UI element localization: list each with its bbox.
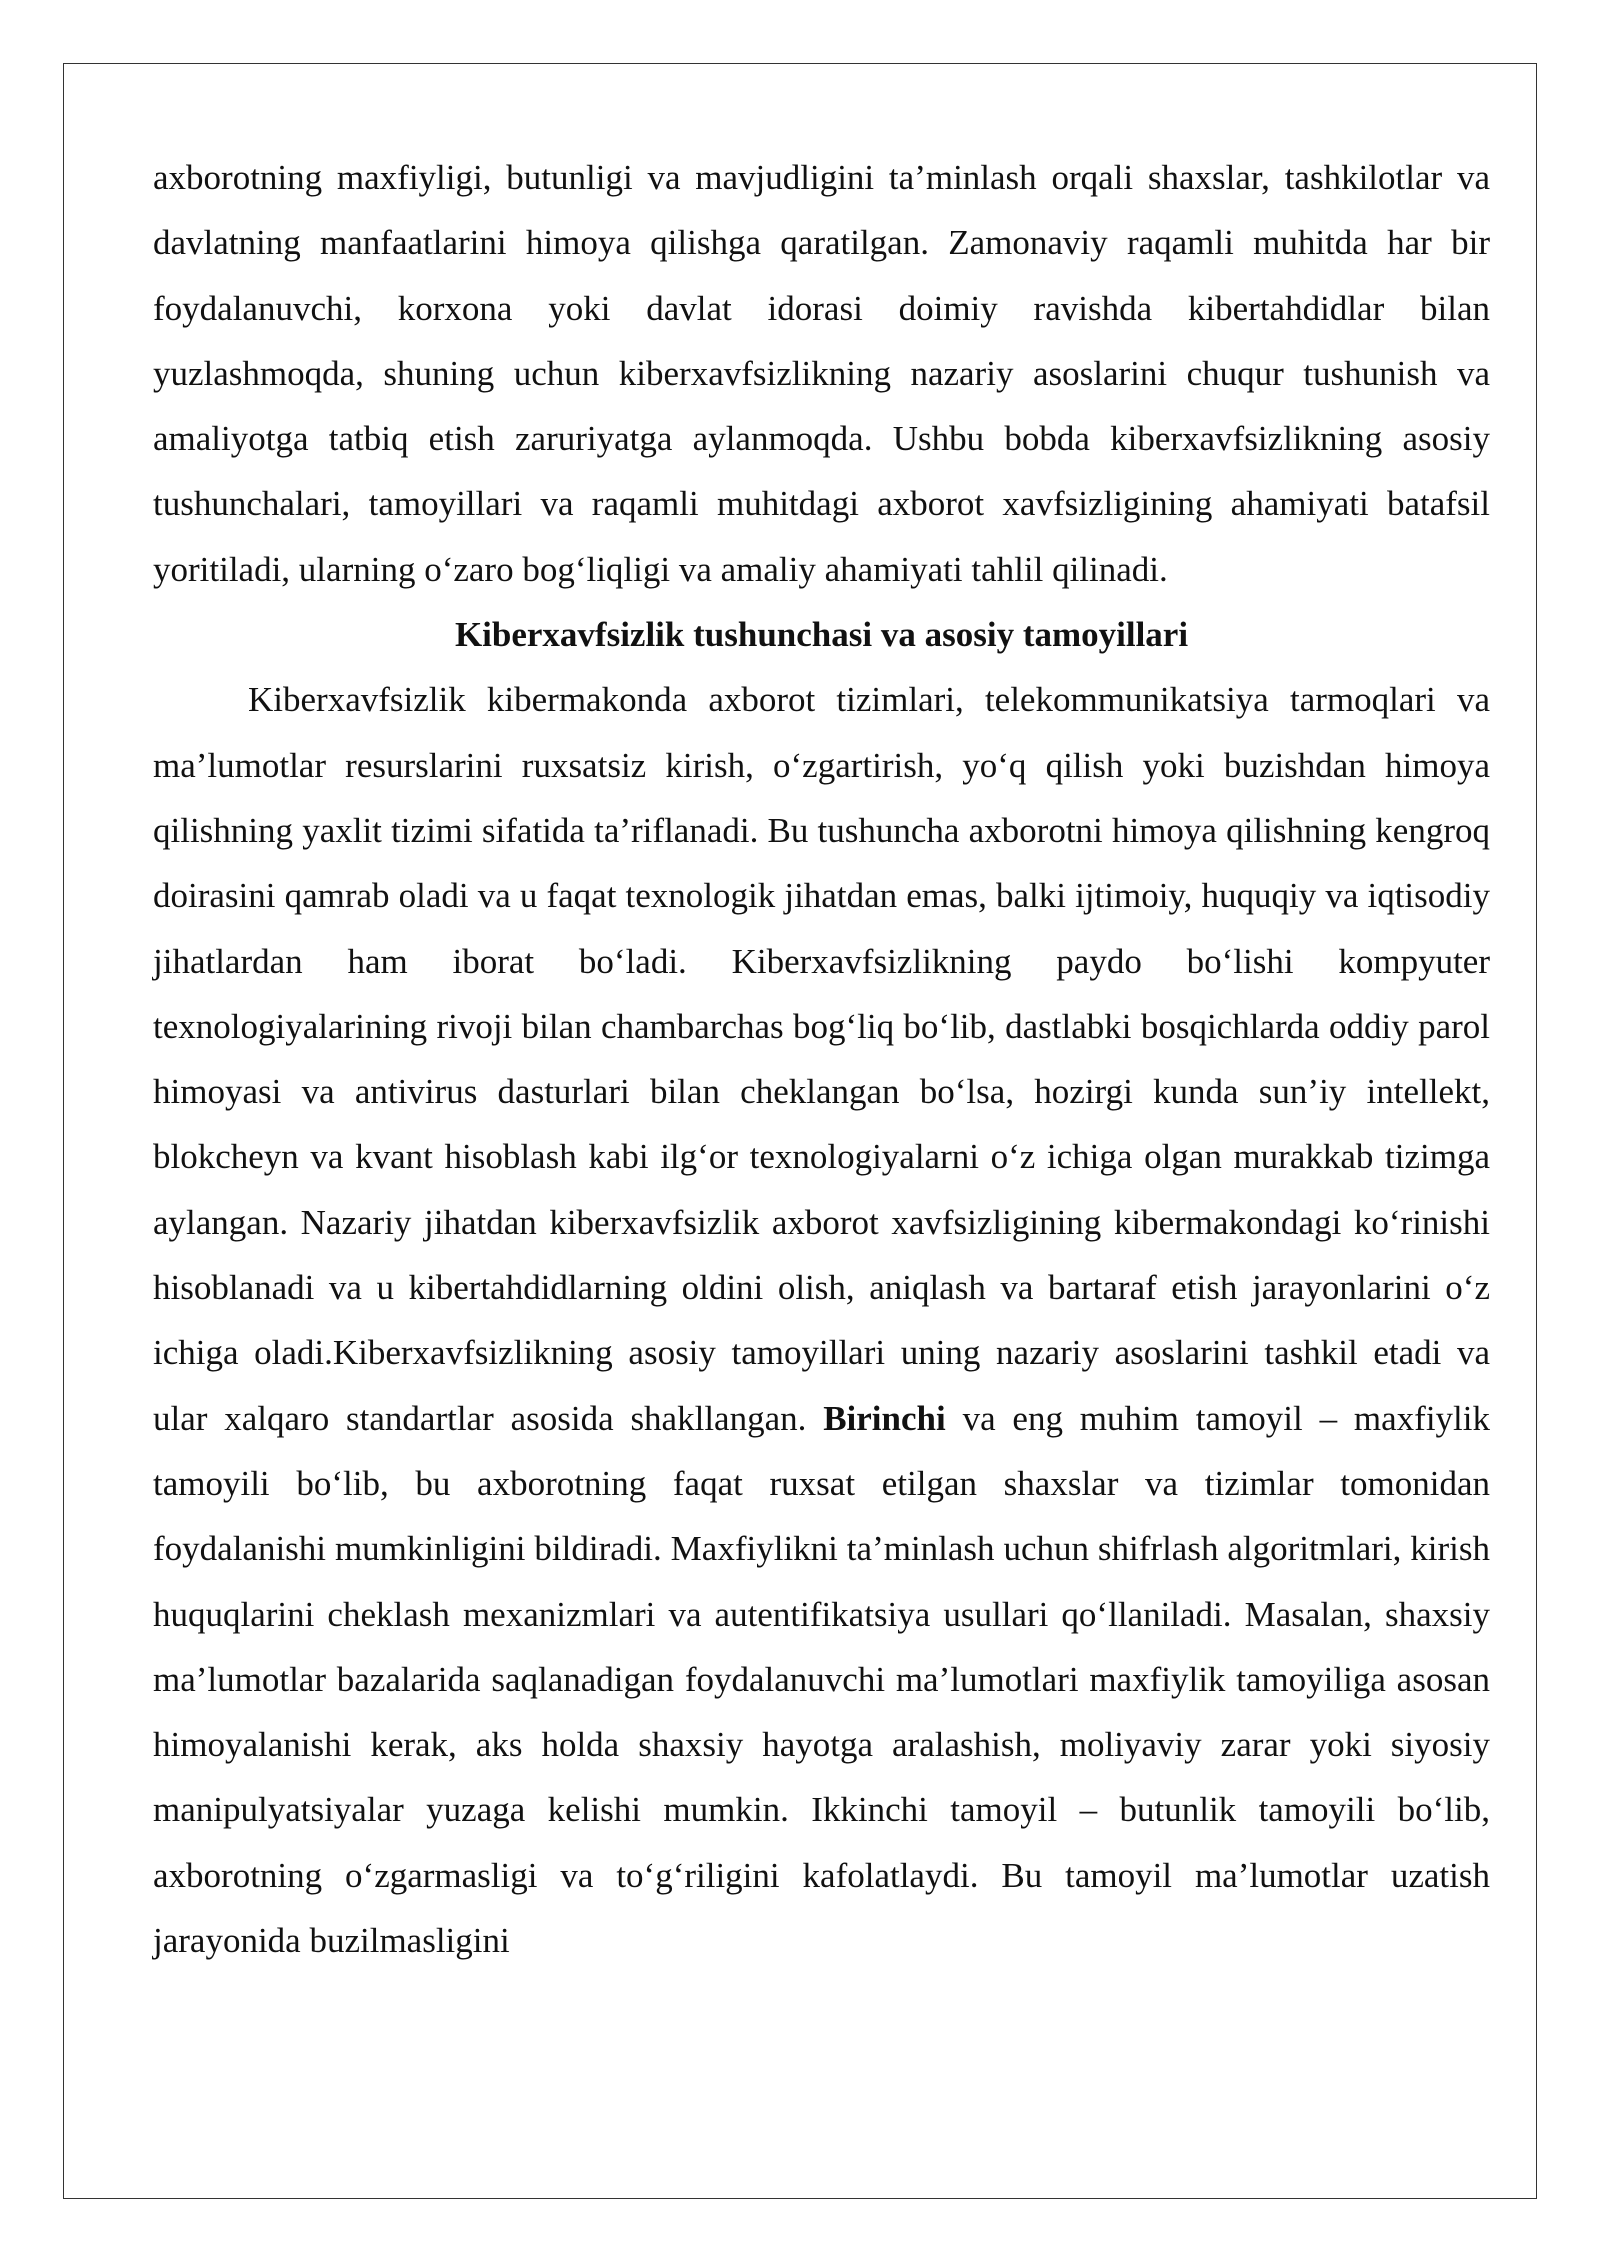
body-text-part-1: Kiberxavfsizlik kibermakonda axborot tizimlari, telekommunikatsiya tarmoqlari va ma’lumotlar resurslarini ruxsatsiz kirish, o‘zgartirish, yo‘q qilish yoki buzishdan himoya qilishning yaxlit tizimi sifatida ta’riflanadi. Bu tushuncha axborotni himoya qilishning kengroq doirasini qamrab oladi va u faqat texnologik jihatdan emas, balki ijtimoiy, huquqiy va iqtisodiy jihatlardan ham iborat bo‘ladi. Kiberxavfsizlikning paydo bo‘lishi kompyuter texnologiyalarining rivoji bilan chambarchas bog‘liq bo‘lib, dastlabki bosqichlarda oddiy parol himoyasi va antivirus dasturlari bilan cheklangan bo‘lsa, hozirgi kunda sun’iy intellekt, blokcheyn va kvant hisoblash kabi ilg‘or texnologiyalarni o‘z ichiga olgan murakkab tizimga aylangan. Nazariy jihatdan kiberxavfsizlik axborot xavfsizligining kibermakondagi ko‘rinishi hisoblanadi va u kibertahdidlarning oldini olish, aniqlash va bartaraf etish jarayonlarini o‘z ichiga oladi.Kiberxavfsizlikning asosiy tamoyillari uning nazariy asoslarini tashkil etadi va ular xalqaro standartlar asosida shakllangan. bbox=[153, 680, 1490, 1438]
intro-paragraph: axborotning maxfiyligi, butunligi va mavjudligini ta’minlash orqali shaxslar, tashkilotlar va davlatning manfaatlarini himoya qilishga qaratilgan. Zamonaviy raqamli muhitda har bir foydalanuvchi, korxona yoki davlat idorasi doimiy ravishda kibertahdidlar bilan yuzlashmoqda, shuning uchun kiberxavfsizlikning nazariy asoslarini chuqur tushunish va amaliyotga tatbiq etish zaruriyatga aylanmoqda. Ushbu bobda kiberxavfsizlikning asosiy tushunchalari, tamoyillari va raqamli muhitdagi axborot xavfsizligining ahamiyati batafsil yoritiladi, ularning o‘zaro bog‘liqligi va amaliy ahamiyati tahlil qilinadi. bbox=[153, 158, 1490, 589]
document-body bbox=[153, 145, 1490, 1973]
body-paragraph bbox=[153, 667, 1490, 1973]
bold-term: Birinchi bbox=[823, 1398, 946, 1438]
section-heading: Kiberxavfsizlik tushunchasi va asosiy tamoyillari bbox=[454, 615, 1189, 655]
body-text-part-2: va eng muhim tamoyil – maxfiylik tamoyili bo‘lib, bu axborotning faqat ruxsat etilgan shaxslar va tizimlar tomonidan foydalanishi mumkinligini bildiradi. Maxfiylikni ta’minlash uchun shifrlash algoritmlari, kirish huquqlarini cheklash mexanizmlari va autentifikatsiya usullari qo‘llaniladi. Masalan, shaxsiy ma’lumotlar bazalarida saqlanadigan foydalanuvchi ma’lumotlari maxfiylik tamoyiliga asosan himoyalanishi kerak, aks holda shaxsiy hayotga aralashish, moliyaviy zarar yoki siyosiy manipulyatsiyalar yuzaga kelishi mumkin. Ikkinchi tamoyil – butunlik tamoyili bo‘lib, axborotning o‘zgarmasligi va to‘g‘riligini kafolatlaydi. Bu tamoyil ma’lumotlar uzatish jarayonida buzilmasligini bbox=[153, 1398, 1490, 1961]
